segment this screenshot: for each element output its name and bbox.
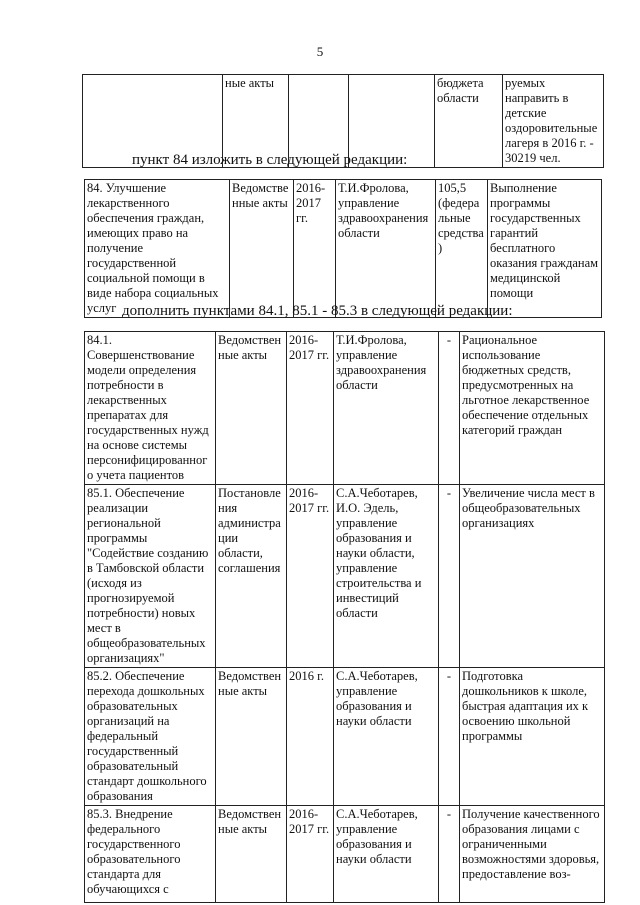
page-number: 5 bbox=[316, 44, 324, 59]
intro-new-points: дополнить пунктами 84.1, 85.1 - 85.3 в следующей редакции: bbox=[122, 303, 513, 319]
table-row bbox=[85, 806, 605, 903]
cell-result: Получение качественного образования лицами с ограниченными возможностями здоровья, предоставление воз- bbox=[460, 806, 605, 903]
cell-period: 2016-2017 гг. bbox=[287, 806, 334, 903]
cell-funding: - bbox=[439, 485, 460, 668]
cell-responsible: С.А.Чеботарев, И.О. Эдель, управление образования и науки области, управление строительства и инвестиций области bbox=[334, 485, 439, 668]
cell-period: 2016-2017 гг. bbox=[294, 180, 336, 318]
cell-form: Ведомственные акты bbox=[216, 806, 287, 903]
cell-form: Ведомственные акты bbox=[216, 332, 287, 485]
cell-form: ные акты bbox=[223, 75, 289, 168]
cell-event: 85.1. Обеспечение реализации региональной программы "Содействие созданию в Тамбовской области (исходя из прогнозируемой потребности) новых мест в общеобразовательных организациях" bbox=[85, 485, 216, 668]
cell-period: 2016 г. bbox=[287, 668, 334, 806]
table-row bbox=[85, 332, 605, 485]
cell-period: 2016-2017 гг. bbox=[287, 485, 334, 668]
table-row bbox=[85, 668, 605, 806]
cell-funding: - bbox=[439, 806, 460, 903]
cell-funding: - bbox=[439, 332, 460, 485]
cell-responsible: Т.И.Фролова, управление здравоохранения области bbox=[334, 332, 439, 485]
cell-period: 2016-2017 гг. bbox=[287, 332, 334, 485]
cell-funding: 105,5 (федеральные средства) bbox=[436, 180, 488, 318]
cell-form: Ведомственные акты bbox=[216, 668, 287, 806]
cell-result: Выполнение программы государственных гарантий бесплатного оказания гражданам медицинской помощи bbox=[488, 180, 602, 318]
cell-result: Подготовка дошкольников к школе, быстрая адаптация их к освоению школьной программы bbox=[460, 668, 605, 806]
table-point-84 bbox=[84, 179, 602, 318]
cell-funding: бюджета области bbox=[435, 75, 503, 168]
cell-responsible: С.А.Чеботарев, управление образования и науки области bbox=[334, 668, 439, 806]
cell-result: Рациональное использование бюджетных средств, предусмотренных на льготное лекарственное обеспечение отдельных категорий граждан bbox=[460, 332, 605, 485]
cell-responsible: С.А.Чеботарев, управление образования и науки области bbox=[334, 806, 439, 903]
table-row bbox=[85, 180, 602, 318]
cell-result: руемых направить в детские оздоровительные лагеря в 2016 г. - 30219 чел. bbox=[503, 75, 604, 168]
cell-event: 85.2. Обеспечение перехода дошкольных образовательных организаций на федеральный государственный образовательный стандарт дошкольного образования bbox=[85, 668, 216, 806]
table-new-points bbox=[84, 331, 605, 903]
table-row bbox=[85, 485, 605, 668]
cell-funding: - bbox=[439, 668, 460, 806]
intro-point-84: пункт 84 изложить в следующей редакции: bbox=[132, 152, 408, 168]
cell-responsible: Т.И.Фролова, управление здравоохранения области bbox=[336, 180, 436, 318]
cell-event: 84.1. Совершенствование модели определения потребности в лекарственных препаратах для государственных нужд на основе системы персонифицированного учета пациентов bbox=[85, 332, 216, 485]
cell-result: Увеличение числа мест в общеобразовательных организациях bbox=[460, 485, 605, 668]
cell-event: 85.3. Внедрение федерального государственного образовательного стандарта для обучающихся с bbox=[85, 806, 216, 903]
cell-form: Постановления администрации области, соглашения bbox=[216, 485, 287, 668]
cell-event: 84. Улучшение лекарственного обеспечения граждан, имеющих право на получение государственной социальной помощи в виде набора социальных услуг bbox=[85, 180, 230, 318]
cell-form: Ведомственные акты bbox=[230, 180, 294, 318]
